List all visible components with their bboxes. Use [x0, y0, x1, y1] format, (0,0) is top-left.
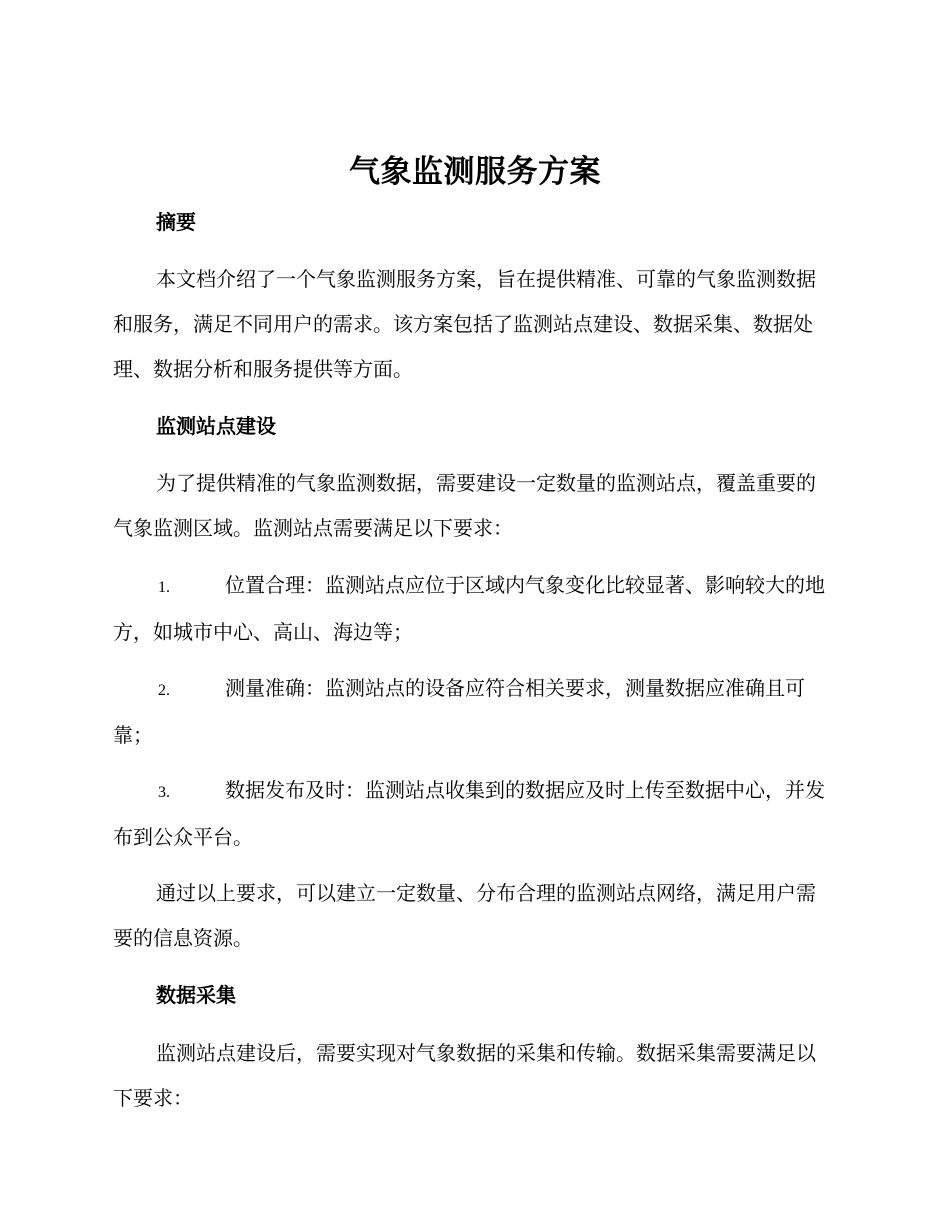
list-number: 3.	[158, 784, 170, 801]
list-number: 1.	[158, 579, 170, 596]
list-item-text: 数据发布及时：监测站点收集到的数据应及时上传至数据中心，并发布到公众平台。	[113, 778, 825, 849]
list-number: 2.	[158, 682, 170, 699]
station-intro-paragraph: 为了提供精准的气象监测数据，需要建设一定数量的监测站点，覆盖重要的气象监测区域。监测站点需要满足以下要求：	[113, 471, 816, 540]
section-heading-collection: 数据采集	[156, 983, 236, 1007]
abstract-paragraph: 本文档介绍了一个气象监测服务方案，旨在提供精准、可靠的气象监测数据和服务，满足不同用户的需求。该方案包括了监测站点建设、数据采集、数据处理、数据分析和服务提供等方面。	[113, 267, 816, 381]
station-conclusion-paragraph: 通过以上要求，可以建立一定数量、分布合理的监测站点网络，满足用户需要的信息资源。	[113, 881, 816, 950]
list-item-text: 位置合理：监测站点应位于区域内气象变化比较显著、影响较大的地方，如城市中心、高山、海边等；	[113, 573, 825, 644]
list-item	[113, 768, 835, 860]
list-item-text: 测量准确：监测站点的设备应符合相关要求，测量数据应准确且可靠；	[113, 676, 805, 747]
list-item	[113, 666, 835, 758]
section-heading-station: 监测站点建设	[156, 414, 276, 438]
collection-intro-paragraph: 监测站点建设后，需要实现对气象数据的采集和传输。数据采集需要满足以下要求：	[113, 1041, 816, 1110]
section-heading-abstract: 摘要	[156, 210, 196, 234]
document-title: 气象监测服务方案	[349, 154, 601, 190]
list-item	[113, 563, 835, 655]
